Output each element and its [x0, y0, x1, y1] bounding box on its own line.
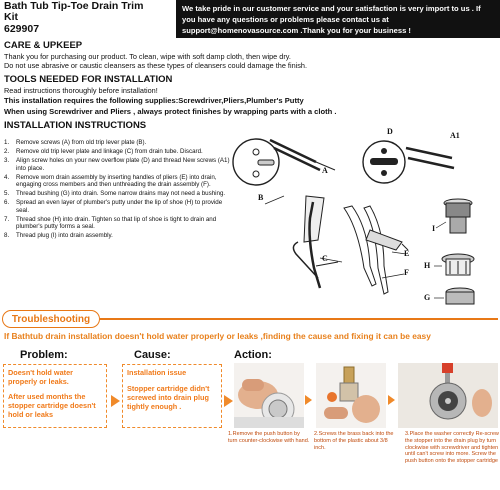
care-line-1: Thank you for purchasing our product. To clean, wipe with soft damp cloth, then wipe dry. — [4, 52, 291, 61]
action-caption-1: 1.Remove the push button by turn counter-clockwise with hand. — [228, 431, 310, 444]
cause-text-2: Stopper cartridge didn't screwed into drain plug tightly enough . — [127, 384, 210, 411]
label-d: D — [387, 127, 393, 136]
arrow-icon — [224, 395, 233, 407]
action-photo-1 — [234, 363, 304, 428]
old-trip-plate — [233, 139, 279, 185]
problem-text-2: After used months the stopper cartridge doesn't hold or leaks — [8, 392, 96, 419]
care-line-2: Do not use abrasive or caustic cleansers as these types of cleansers could damage the finish. — [4, 61, 307, 70]
linkage — [293, 196, 338, 288]
cause-heading: Cause: — [134, 349, 171, 361]
tools-heading: TOOLS NEEDED FOR INSTALLATION — [4, 74, 173, 85]
new-screws — [406, 148, 454, 168]
action-photo-2 — [316, 363, 386, 428]
problem-heading: Problem: — [20, 349, 68, 361]
action-heading: Action: — [234, 349, 272, 361]
parts-diagram — [220, 118, 500, 308]
install-step: 1. Remove screws (A) from old trip lever plate (B). — [4, 139, 147, 146]
install-step: 4. Remove worn drain assembly by inserting handles of pliers (E) into drain, engaging cross members and then unthreading the drain assembly (F). — [4, 173, 217, 189]
cause-box — [122, 364, 222, 428]
label-b: B — [258, 193, 264, 202]
label-e: E — [404, 249, 410, 258]
tools-line-2: This installation requires the following supplies:Screwdriver,Pliers,Plumber's Putty — [4, 96, 304, 105]
action-caption-3: 3.Place the washer correctly Re-screw the stopper into the drain plug by turn clockwise with screwdriver and tighten until can't screw into more. Screw the push button onto the stopper cartridge — [405, 431, 499, 465]
install-step: 8. Thread plug (I) into drain assembly. — [4, 232, 113, 240]
label-i: I — [432, 224, 436, 233]
plug — [444, 199, 472, 233]
arrow-icon — [111, 395, 120, 407]
pliers — [344, 206, 408, 294]
install-step: 3. Align screw holes on your new overflow plate (D) and thread New screws (A1) into place. — [4, 156, 230, 172]
care-heading: CARE & UPKEEP — [4, 40, 83, 51]
support-banner: We take pride in our customer service and your satisfaction is very import to us . If you have any questions or problems please contact us at support@homenovasource.com .Thank you for your business ! — [176, 0, 500, 38]
troubleshooting-subtitle: If Bathtub drain installation doesn't hold water properly or leaks ,finding the cause and fixing it can be easy — [4, 331, 431, 341]
problem-box — [3, 364, 107, 428]
tools-line-3: When using Screwdriver and Pliers , always protect finishes by wrapping parts with a cloth . — [4, 107, 337, 116]
label-g: G — [424, 293, 431, 302]
install-heading: INSTALLATION INSTRUCTIONS — [4, 120, 147, 131]
problem-text-1: Doesn't hold water properly or leaks. — [8, 368, 73, 386]
install-step: 7. Thread shoe (H) into drain. Tighten so that lip of shoe is tight to drain and plumber's putty forms a seal. — [4, 215, 217, 231]
label-c: C — [322, 254, 328, 263]
install-steps — [4, 139, 232, 241]
troubleshooting-title: Troubleshooting — [2, 310, 100, 328]
bushing — [446, 288, 474, 304]
install-step: 6. Spread an even layer of plumber's putty under the lip of shoe (H) to provide seal. — [4, 199, 223, 214]
cause-text-1: Installation issue — [127, 368, 187, 377]
shoe — [442, 254, 474, 275]
label-h: H — [424, 261, 431, 270]
arrow-icon — [388, 395, 395, 405]
troubleshooting-rule — [100, 318, 498, 320]
new-overflow-plate — [363, 141, 405, 183]
tools-line-1: Read instructions thoroughly before installation! — [4, 86, 158, 95]
product-title: Bath Tub Tip-Toe Drain Trim Kit — [4, 0, 144, 23]
label-f: F — [404, 268, 409, 277]
install-step: 2. Remove old trip lever plate and linkage (C) from drain tube. Discard. — [4, 147, 203, 155]
action-photo-3 — [398, 363, 498, 428]
install-step: 5. Thread bushing (G) into drain. Some narrow drains may not need a bushing. — [4, 190, 226, 198]
label-a: A — [322, 166, 328, 175]
label-a1: A1 — [450, 131, 460, 140]
action-caption-2: 2.Screws the brass back into the bottom of the plastic about 3/8 inch. — [314, 431, 394, 451]
product-sku: 629907 — [4, 23, 40, 35]
arrow-icon — [305, 395, 312, 405]
